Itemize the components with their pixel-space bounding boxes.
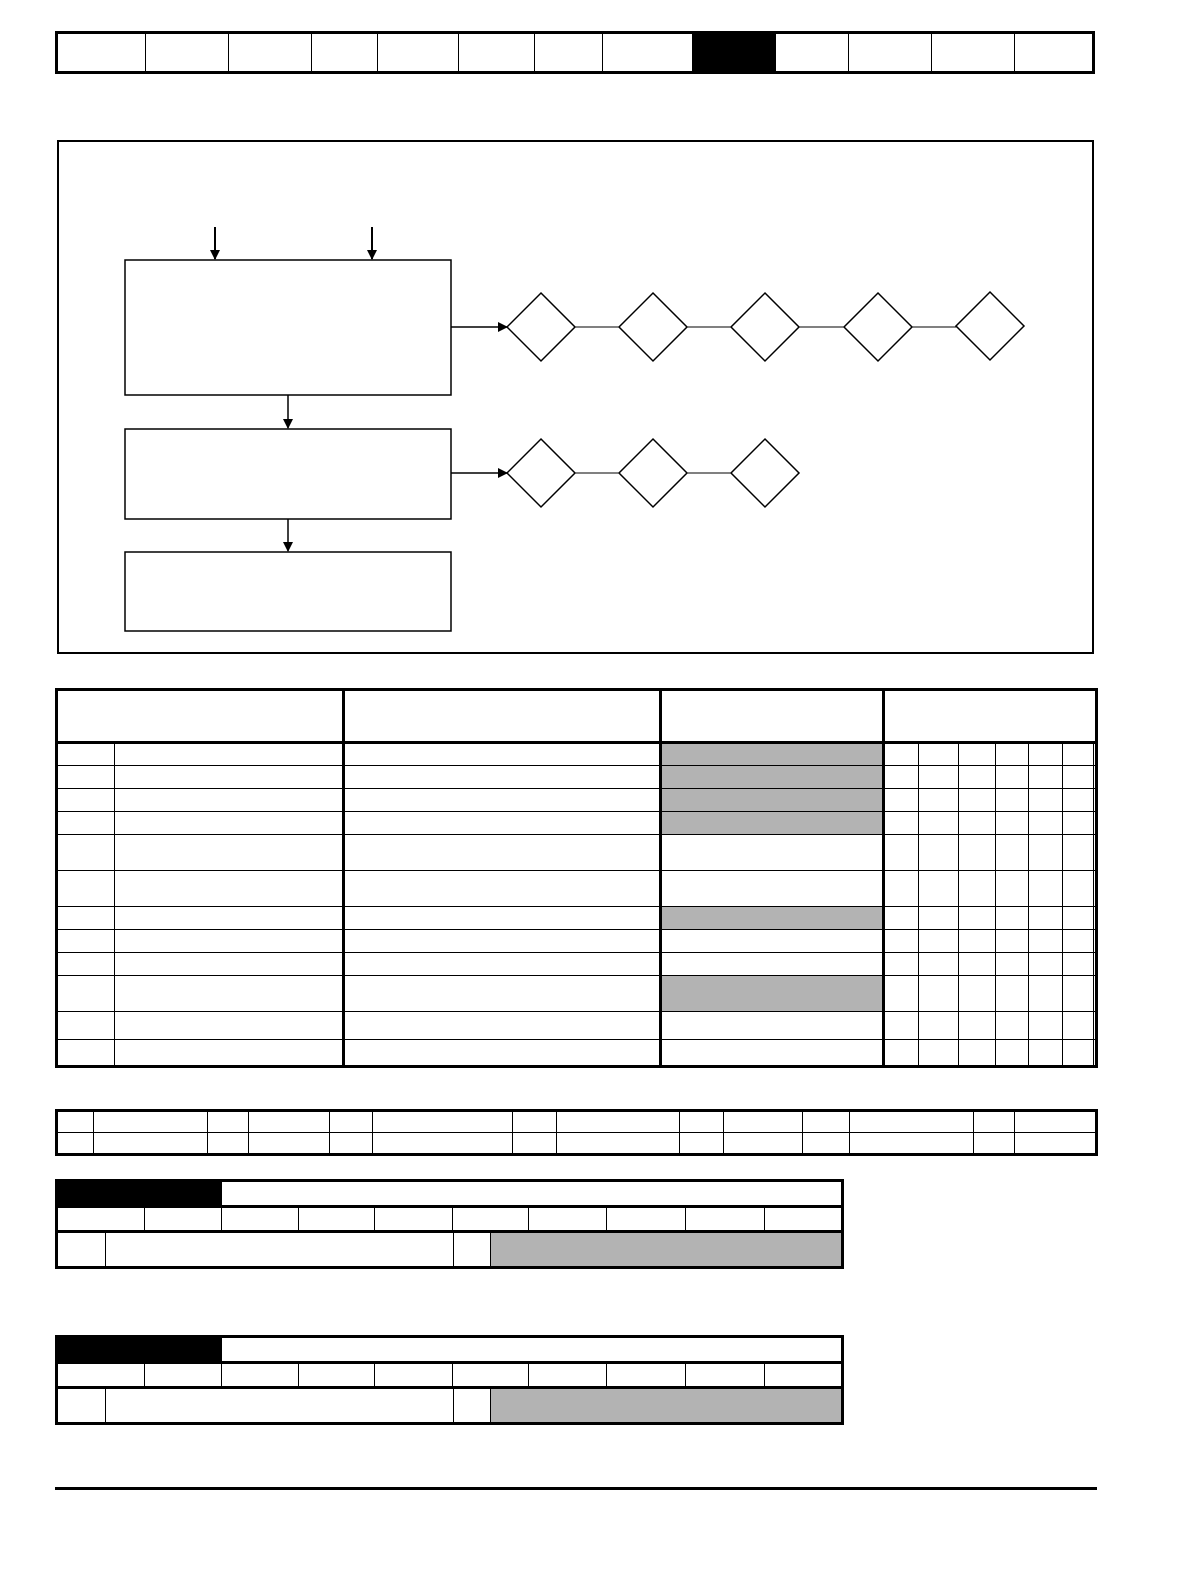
param-type-cell [884,930,919,953]
param-default-cell [661,743,884,766]
parameter-block-2-coding [58,1364,841,1389]
param-type-cell [884,835,919,871]
legend-cell [373,1111,513,1133]
coding-cell [58,1364,145,1386]
param-default-cell [661,976,884,1012]
param-type-cell [1029,812,1063,835]
param-default-cell [661,766,884,789]
param-type-cell [884,743,919,766]
param-type-cell [1063,812,1094,835]
param-default-cell [661,835,884,871]
param-range-cell [344,766,661,789]
table-row [57,812,1097,835]
coding-cell [453,1364,529,1386]
param-type-cell [1029,789,1063,812]
param-type-cell [884,1012,919,1040]
param-type-cell [884,789,919,812]
param-type-cell [996,871,1029,907]
footer-rule [55,1487,1097,1490]
param-name-cell [115,1012,344,1040]
legend-cell [57,1111,94,1133]
param-type-cell [919,1040,959,1067]
chapter-tab-10[interactable] [776,34,849,71]
upper-diamond-1 [507,293,575,361]
parameter-block-1-range-value [106,1233,454,1266]
param-type-cell [884,1040,919,1067]
param-type-cell [1063,1040,1094,1067]
table-row [57,766,1097,789]
chapter-tab-1[interactable] [58,34,146,71]
legend-cell [803,1133,850,1155]
param-name-cell [115,976,344,1012]
param-type-cell [1029,835,1063,871]
param-type-cell [959,789,996,812]
param-type-cell [1063,766,1094,789]
table-row [57,907,1097,930]
legend-cell [513,1133,557,1155]
table-row [57,871,1097,907]
param-type-cell [959,953,996,976]
param-range-cell [344,1012,661,1040]
param-name-cell [115,812,344,835]
param-type-cell [919,871,959,907]
param-range-cell [344,953,661,976]
legend-cell [974,1133,1015,1155]
table-row [57,930,1097,953]
parameter-block-1-range-label [58,1233,106,1266]
param-type-cell [1094,743,1097,766]
coding-cell [607,1208,686,1230]
param-type-cell [1029,871,1063,907]
param-type-cell [919,1012,959,1040]
process-box-3 [125,552,451,631]
param-type-cell [996,789,1029,812]
param-type-cell [1063,743,1094,766]
chapter-tab-8[interactable] [603,34,693,71]
table-row [57,976,1097,1012]
param-range-cell [344,835,661,871]
chapter-tab-5[interactable] [378,34,459,71]
param-name-cell [115,871,344,907]
param-type-cell [1063,953,1094,976]
legend-cell [249,1133,330,1155]
upper-diamond-2 [619,293,687,361]
parameter-block-1-id [58,1182,222,1205]
param-type-cell [884,871,919,907]
chapter-tab-4[interactable] [312,34,378,71]
param-type-cell [996,907,1029,930]
chapter-tab-11[interactable] [849,34,932,71]
param-type-cell [1063,835,1094,871]
coding-cell [686,1364,765,1386]
parameter-block-2 [55,1335,844,1425]
param-name-cell [115,907,344,930]
param-range-cell [344,789,661,812]
param-type-cell [1063,1012,1094,1040]
parameter-block-2-range-label [58,1389,106,1422]
coding-cell [607,1364,686,1386]
param-type-cell [1094,1040,1097,1067]
param-type-cell [959,1040,996,1067]
param-name-cell [115,835,344,871]
legend-cell [57,1133,94,1155]
param-type-cell [959,976,996,1012]
legend-cell [557,1111,680,1133]
legend-cell [208,1133,249,1155]
param-default-cell [661,812,884,835]
param-default-cell [661,871,884,907]
param-name-cell [115,953,344,976]
legend-cell [249,1111,330,1133]
upper-diamond-5 [956,292,1024,360]
legend-cell [724,1111,803,1133]
param-range-cell [344,1040,661,1067]
param-type-cell [959,1012,996,1040]
param-type-cell [1094,1012,1097,1040]
param-number-cell [57,789,115,812]
legend-cell [1015,1111,1097,1133]
legend-cell [373,1133,513,1155]
param-type-cell [996,1040,1029,1067]
table-row [57,1012,1097,1040]
param-type-cell [1063,871,1094,907]
coding-cell [529,1208,607,1230]
header-range [344,690,661,743]
chapter-tab-3[interactable] [229,34,312,71]
param-type-cell [959,907,996,930]
param-type-cell [1094,835,1097,871]
legend-row [57,1133,1097,1155]
coding-cell [686,1208,765,1230]
coding-cell [765,1364,841,1386]
param-range-cell [344,812,661,835]
param-range-cell [344,743,661,766]
parameter-block-2-default-value [491,1389,841,1422]
param-range-cell [344,907,661,930]
param-type-cell [959,743,996,766]
param-type-cell [1029,1012,1063,1040]
legend-row [57,1111,1097,1133]
coding-cell [222,1364,299,1386]
param-type-cell [884,812,919,835]
table-row [57,1040,1097,1067]
param-type-cell [996,743,1029,766]
header-default [661,690,884,743]
chapter-tab-13[interactable] [1015,34,1092,71]
process-box-2 [125,429,451,519]
param-type-cell [1094,953,1097,976]
param-type-cell [1063,930,1094,953]
table-row [57,789,1097,812]
param-type-cell [959,812,996,835]
param-type-cell [1094,907,1097,930]
header-parameter [57,690,344,743]
coding-cell [375,1364,453,1386]
param-name-cell [115,1040,344,1067]
legend-cell [974,1111,1015,1133]
upper-diamond-3 [731,293,799,361]
param-range-cell [344,930,661,953]
param-type-cell [996,976,1029,1012]
legend-cell [94,1111,208,1133]
legend-cell [803,1111,850,1133]
param-type-cell [1029,953,1063,976]
param-number-cell [57,766,115,789]
param-name-cell [115,766,344,789]
legend-cell [208,1111,249,1133]
param-type-cell [996,835,1029,871]
param-type-cell [959,930,996,953]
coding-legend-table [55,1109,1098,1156]
param-number-cell [57,1012,115,1040]
param-number-cell [57,907,115,930]
coding-cell [145,1364,222,1386]
legend-cell [513,1111,557,1133]
param-type-cell [1094,976,1097,1012]
parameter-block-2-id [58,1338,222,1361]
legend-cell [557,1133,680,1155]
chapter-tab-6[interactable] [459,34,535,71]
param-type-cell [1029,976,1063,1012]
legend-cell [94,1133,208,1155]
param-type-cell [1063,976,1094,1012]
param-type-cell [919,930,959,953]
param-type-cell [884,976,919,1012]
chapter-tab-bar [55,31,1095,74]
chapter-tab-7[interactable] [535,34,603,71]
param-type-cell [1029,930,1063,953]
legend-cell [850,1111,974,1133]
param-type-cell [996,930,1029,953]
param-type-cell [959,766,996,789]
lower-diamond-3 [731,439,799,507]
param-default-cell [661,1012,884,1040]
param-type-cell [884,766,919,789]
param-type-cell [919,789,959,812]
legend-cell [680,1133,724,1155]
coding-cell [299,1208,375,1230]
param-type-cell [1094,789,1097,812]
param-type-cell [1094,766,1097,789]
lower-diamond-1 [507,439,575,507]
legend-cell [724,1133,803,1155]
param-type-cell [1063,789,1094,812]
coding-cell [222,1208,299,1230]
param-type-cell [959,871,996,907]
param-number-cell [57,812,115,835]
legend-cell [330,1111,373,1133]
param-type-cell [1029,766,1063,789]
process-box-1 [125,260,451,395]
coding-cell [58,1208,145,1230]
param-type-cell [884,907,919,930]
param-type-cell [1063,907,1094,930]
parameter-block-1 [55,1179,844,1269]
lower-diamond-2 [619,439,687,507]
flow-diagram-svg [59,142,1092,652]
param-default-cell [661,907,884,930]
param-name-cell [115,743,344,766]
table-row [57,953,1097,976]
flow-diagram [57,140,1094,654]
param-default-cell [661,953,884,976]
param-name-cell [115,930,344,953]
coding-cell [145,1208,222,1230]
header-type [884,690,1097,743]
parameter-table [55,688,1098,1068]
parameter-block-2-range-value [106,1389,454,1422]
param-type-cell [996,812,1029,835]
coding-cell [529,1364,607,1386]
legend-cell [330,1133,373,1155]
param-type-cell [996,953,1029,976]
param-type-cell [1094,812,1097,835]
legend-cell [680,1111,724,1133]
param-range-cell [344,976,661,1012]
param-type-cell [919,976,959,1012]
chapter-tab-2[interactable] [146,34,229,71]
coding-cell [375,1208,453,1230]
parameter-block-1-default-label [454,1233,491,1266]
param-number-cell [57,743,115,766]
param-number-cell [57,1040,115,1067]
upper-diamond-4 [844,293,912,361]
coding-cell [453,1208,529,1230]
param-default-cell [661,1040,884,1067]
param-type-cell [919,835,959,871]
param-type-cell [884,953,919,976]
param-default-cell [661,789,884,812]
param-type-cell [1029,907,1063,930]
param-type-cell [1029,743,1063,766]
param-type-cell [1094,871,1097,907]
legend-cell [1015,1133,1097,1155]
legend-cell [850,1133,974,1155]
param-type-cell [919,907,959,930]
table-row [57,835,1097,871]
param-range-cell [344,871,661,907]
param-type-cell [919,766,959,789]
coding-cell [299,1364,375,1386]
chapter-tab-9-active[interactable] [693,34,776,71]
param-number-cell [57,930,115,953]
param-type-cell [959,835,996,871]
param-type-cell [996,766,1029,789]
param-type-cell [919,743,959,766]
param-type-cell [919,812,959,835]
param-type-cell [919,953,959,976]
parameter-block-1-default-value [491,1233,841,1266]
parameter-block-2-default-label [454,1389,491,1422]
param-name-cell [115,789,344,812]
param-type-cell [1029,1040,1063,1067]
table-row [57,743,1097,766]
param-type-cell [1094,930,1097,953]
chapter-tab-12[interactable] [932,34,1015,71]
param-type-cell [996,1012,1029,1040]
param-number-cell [57,953,115,976]
param-default-cell [661,930,884,953]
parameter-block-1-coding [58,1208,841,1233]
param-number-cell [57,871,115,907]
coding-cell [765,1208,841,1230]
param-number-cell [57,835,115,871]
param-number-cell [57,976,115,1012]
